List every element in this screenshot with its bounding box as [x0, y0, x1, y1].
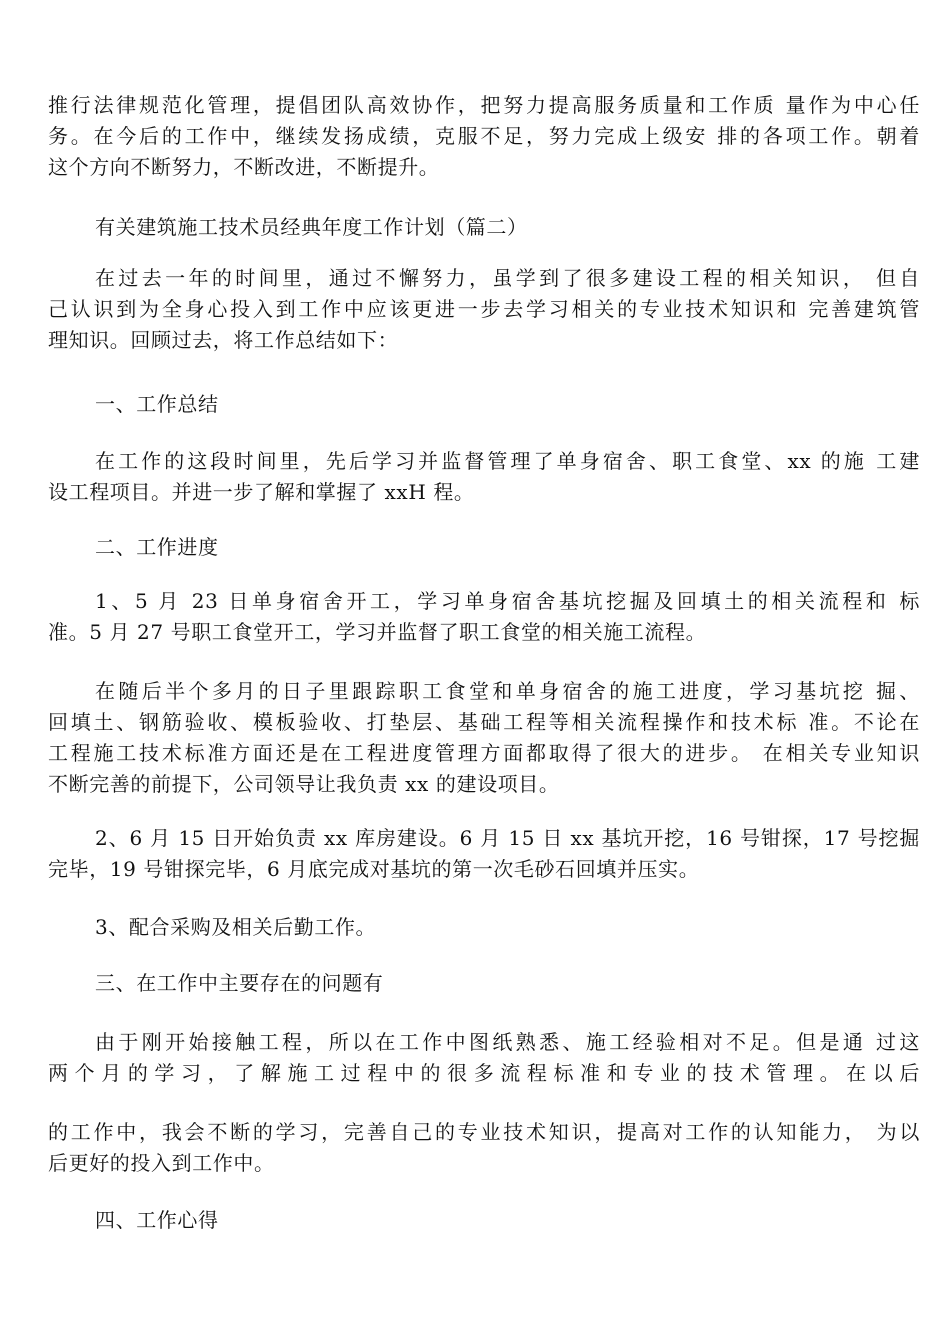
section-heading-insights: 四、工作心得 [95, 1208, 219, 1232]
text-line: 在工作的这段时间里，先后学习并监督管理了单身宿舍、职工食堂、xx 的施 工建 [95, 449, 920, 473]
text-line: 设工程项目。并进一步了解和掌握了 xxH 程。 [48, 480, 475, 504]
text-line: 务。在今后的工作中，继续发扬成绩，克服不足，努力完成上级安 排的各项工作。朝着 [48, 124, 920, 148]
text-line: 后更好的投入到工作中。 [48, 1151, 275, 1175]
text-line: 己认识到为全身心投入到工作中应该更进一步去学习相关的专业技术知识和 完善建筑管 [48, 297, 920, 321]
paragraph-progress-detail [48, 676, 920, 800]
list-item-procurement: 3、配合采购及相关后勤工作。 [95, 915, 377, 939]
section-heading-progress: 二、工作进度 [95, 535, 219, 559]
paragraph-progress-2 [48, 823, 920, 885]
paragraph-problems [48, 1027, 920, 1089]
section-heading-summary: 一、工作总结 [95, 392, 219, 416]
text-line: 的工作中，我会不断的学习，完善自己的专业技术知识，提高对工作的认知能力， 为以 [48, 1120, 920, 1144]
text-line: 1、5 月 23 日单身宿舍开工，学习单身宿舍基坑挖掘及回填土的相关流程和 标 [95, 589, 920, 613]
paragraph-summary [48, 446, 920, 508]
text-line: 两个月的学习，了解施工过程中的很多流程标准和专业的技术管理。在以后 [48, 1061, 920, 1085]
text-line: 这个方向不断努力，不断改进，不断提升。 [48, 155, 440, 179]
document-title: 有关建筑施工技术员经典年度工作计划（篇二） [95, 215, 528, 239]
text-line: 2、6 月 15 日开始负责 xx 库房建设。6 月 15 日 xx 基坑开挖，16 号钳探，17 号挖掘 [95, 826, 920, 850]
paragraph-overview [48, 263, 920, 356]
section-heading-problems: 三、在工作中主要存在的问题有 [95, 971, 384, 995]
text-line: 在过去一年的时间里，通过不懈努力，虽学到了很多建设工程的相关知识， 但自 [95, 266, 920, 290]
text-line: 工程施工技术标准方面还是在工程进度管理方面都取得了很大的进步。 在相关专业知识 [48, 741, 920, 765]
text-line: 不断完善的前提下，公司领导让我负责 xx 的建设项目。 [48, 772, 560, 796]
text-line: 理知识。回顾过去，将工作总结如下： [48, 328, 399, 352]
text-line: 由于刚开始接触工程，所以在工作中图纸熟悉、施工经验相对不足。但是通 过这 [95, 1030, 920, 1054]
text-line: 在随后半个多月的日子里跟踪职工食堂和单身宿舍的施工进度，学习基坑挖 掘、 [95, 679, 920, 703]
paragraph-intro [48, 90, 920, 183]
paragraph-progress-1 [48, 586, 920, 648]
text-line: 完毕，19 号钳探完毕，6 月底完成对基坑的第一次毛砂石回填并压实。 [48, 857, 700, 881]
text-line: 准。5 月 27 号职工食堂开工，学习并监督了职工食堂的相关施工流程。 [48, 620, 707, 644]
paragraph-problems-continued [48, 1117, 920, 1179]
text-line: 推行法律规范化管理，提倡团队高效协作，把努力提高服务质量和工作质 量作为中心任 [48, 93, 920, 117]
text-line: 回填土、钢筋验收、模板验收、打垫层、基础工程等相关流程操作和技术标 准。不论在 [48, 710, 920, 734]
